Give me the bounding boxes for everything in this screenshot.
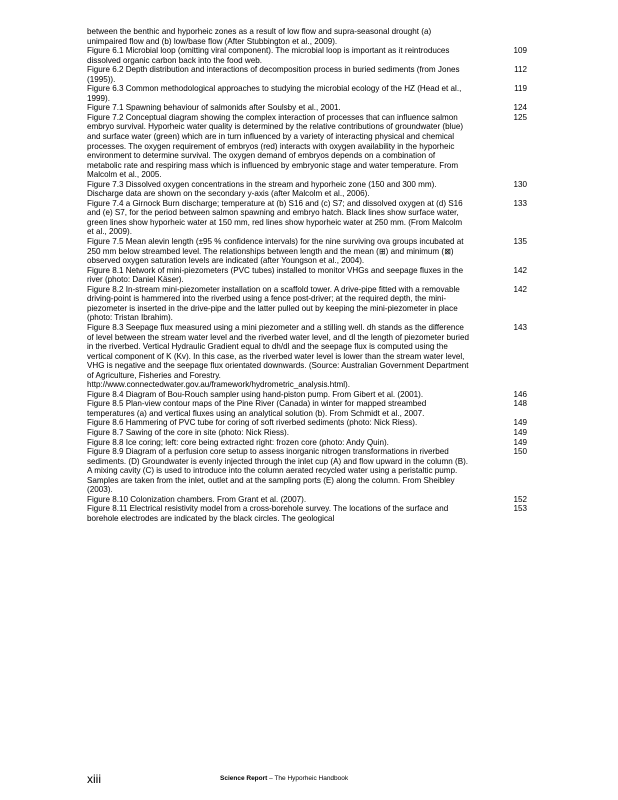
figure-entry	[87, 447, 527, 495]
figure-caption: Diagram of a perfusion core setup to assess inorganic nitrogen transformations in riverbed sediments. (D) Groundwater is evenly injected through the inlet cup (A) and flow upward in the column (B). A mixing cavity (C) is used to introduce into the column aerated recycled water using a peristaltic pump. Samples are taken from the inlet, outlet and at the sampling ports (E) along the column. From Sheibley (2003).	[87, 447, 469, 495]
figure-caption: In-stream mini-piezometer installation on a scaffold tower. A drive-pipe fitted with a removable driving-point is hammered into the riverbed using a fence post-driver; at the required depth, the mini-piezometer is inserted in the drive-pipe and the latter pulled out by keeping the mini-piezometer in place (photo: Tristan Ibrahim).	[87, 284, 460, 323]
figure-label: Figure 6.2	[87, 65, 124, 75]
footer-title	[220, 775, 348, 782]
figure-entry	[87, 428, 527, 438]
figure-label: Figure 8.10	[87, 494, 128, 504]
figure-page-number: 149	[513, 427, 527, 437]
figure-entry	[87, 390, 527, 400]
figure-label: Figure 7.4	[87, 198, 124, 208]
figure-label: Figure 8.2	[87, 284, 124, 294]
figure-page-number: 109	[513, 46, 527, 56]
footer-title-bold: Science Report	[220, 775, 268, 782]
figure-caption: Sawing of the core in site (photo: Nick Riess).	[125, 427, 289, 437]
figure-caption: a Girnock Burn discharge; temperature at (b) S16 and (c) S7; and dissolved oxygen at (d) S16 and (e) S7, for the period between salmon spawning and embryo hatch. Black lines show surface water, green lines show hyporheic water at 150 mm, red lines show hyporheic water at 250 mm. (From Malcolm et al., 2009).	[87, 198, 463, 237]
figure-page-number: 125	[513, 112, 527, 122]
figure-entry	[87, 46, 527, 65]
figure-page-number: 130	[513, 179, 527, 189]
figure-label: Figure 8.11	[87, 504, 128, 514]
figure-label: Figure 8.8	[87, 437, 124, 447]
figure-page-number: 146	[513, 389, 527, 399]
figure-page-number: 149	[513, 418, 527, 428]
figure-label: Figure 8.6	[87, 418, 124, 428]
figure-entry	[87, 103, 527, 113]
figure-entry	[87, 180, 527, 199]
figure-caption: Colonization chambers. From Grant et al. (2007).	[130, 494, 307, 504]
figure-label: Figure 8.7	[87, 427, 124, 437]
figure-page-number: 112	[514, 65, 527, 75]
figure-caption: Microbial loop (omitting viral component). The microbial loop is important as it reintroduces dissolved organic carbon back into the food web.	[87, 46, 450, 65]
figure-caption: Hammering of PVC tube for coring of soft riverbed sediments (photo: Nick Riess).	[125, 418, 418, 428]
figure-entry	[87, 418, 527, 428]
page-number: xiii	[87, 772, 101, 786]
figure-label: Figure 8.3	[87, 322, 124, 332]
figure-entry	[87, 495, 527, 505]
figure-label: Figure 7.1	[87, 103, 124, 113]
figure-page-number: 124	[513, 103, 527, 113]
figure-page-number: 143	[513, 322, 527, 332]
figure-caption: Ice coring; left: core being extracted right: frozen core (photo: Andy Quin).	[125, 437, 389, 447]
figure-caption: Diagram of Bou-Rouch sampler using hand-piston pump. From Gibert et al. (2001).	[125, 389, 424, 399]
figure-label: Figure 8.9	[87, 447, 124, 457]
figure-label: Figure 7.5	[87, 237, 124, 247]
figure-page-number: 142	[513, 265, 527, 275]
figure-label: Figure 7.3	[87, 179, 124, 189]
figure-page-number: 148	[513, 399, 527, 409]
figure-page-number: 152	[513, 494, 527, 504]
figure-caption: Electrical resistivity model from a cross-borehole survey. The locations of the surface and borehole electrodes are indicated by the black circles. The geological	[87, 504, 449, 523]
figure-page-number: 135	[513, 237, 527, 247]
figure-entry	[87, 113, 527, 180]
figure-page-number: 133	[513, 198, 527, 208]
figure-page-number: 153	[513, 504, 527, 514]
continuation-text: between the benthic and hyporheic zones as a result of low flow and supra-seasonal drought (a) unimpaired flow and (b) low/base flow (After Stubbington et al., 2009).	[87, 27, 432, 46]
figure-caption: Common methodological approaches to studying the microbial ecology of the HZ (Head et al., 1999).	[87, 84, 462, 103]
figure-entry	[87, 266, 527, 285]
figure-caption: Depth distribution and interactions of decomposition process in buried sediments (from Jones (1995)).	[87, 65, 460, 84]
figure-label: Figure 8.1	[87, 265, 124, 275]
figure-entry	[87, 323, 527, 390]
figure-page-number: 149	[513, 437, 527, 447]
figure-label: Figure 8.4	[87, 389, 124, 399]
figure-entry	[87, 285, 527, 323]
footer-title-rest: – The Hyporheic Handbook	[267, 775, 349, 782]
figure-label: Figure 6.1	[87, 46, 124, 56]
figure-caption: Network of mini-piezometers (PVC tubes) installed to monitor VHGs and seepage fluxes in the river (photo: Daniel Käser).	[87, 265, 464, 285]
figure-caption: Plan-view contour maps of the Pine River (Canada) in winter for mapped streambed temperatures (a) and vertical fluxes using an analytical solution (b). From Schmidt et al., 2007.	[87, 399, 427, 418]
figure-caption: Conceptual diagram showing the complex interaction of processes that can influence salmon embryo survival. Hyporheic water quality is determined by the relative contributions of groundwater (blue) and surface water (green) which are in turn influenced by a variety of interacting physical and chemical processes. The oxygen requirement of embryos (red) interacts with oxygen availability in the hyporheic environment to determine survival. The oxygen demand of embryos depends on a combination of metabolic rate and respiring mass which is influenced by embryonic stage and water temperature. From Malcolm et al., 2005.	[87, 112, 464, 180]
figure-entry	[87, 438, 527, 448]
figure-page-number: 142	[513, 284, 527, 294]
figure-entry	[87, 199, 527, 237]
figure-entry	[87, 237, 527, 266]
figure-page-number: 150	[513, 447, 527, 457]
figure-caption: Mean alevin length (±95 % confidence intervals) for the nine surviving ova groups incubated at 250 mm below streambed level. The relationships between length and the mean (⊞) and minimum (⊠) observed oxygen saturation levels are indicated (after Youngson et al., 2004).	[87, 237, 464, 266]
figure-entry	[87, 65, 527, 84]
figure-entry	[87, 504, 527, 523]
figure-entry-list	[87, 46, 527, 523]
page-footer	[87, 772, 527, 786]
figure-label: Figure 6.3	[87, 84, 124, 94]
figure-caption: Dissolved oxygen concentrations in the stream and hyporheic zone (150 and 300 mm). Discharge data are shown on the secondary y-axis (after Malcolm et al., 2006).	[87, 179, 437, 199]
figure-page-number: 119	[514, 84, 527, 94]
figure-caption: Seepage flux measured using a mini piezometer and a stilling well. dh stands as the difference of level between the stream water level and the riverbed water level, and dl the length of piezometer buried in the riverbed. Vertical Hydraulic Gradient equal to dh/dl and the seepage flux is computed using the vertical component of K (Kv). In this case, as the riverbed water level is lower than the stream water level, VHG is negative and the seepage flux orientated downwards. (Source: Australian Government Department of Agriculture, Fisheries and Forestry. http://www.connectedwater.gov.au/framework/hydrometric_analysis.html).	[87, 322, 469, 390]
figure-entry	[87, 399, 527, 418]
list-of-figures	[87, 27, 527, 523]
figure-entry	[87, 84, 527, 103]
figure-label: Figure 7.2	[87, 112, 124, 122]
figure-caption: Spawning behaviour of salmonids after Soulsby et al., 2001.	[125, 103, 341, 113]
figure-label: Figure 8.5	[87, 399, 124, 409]
